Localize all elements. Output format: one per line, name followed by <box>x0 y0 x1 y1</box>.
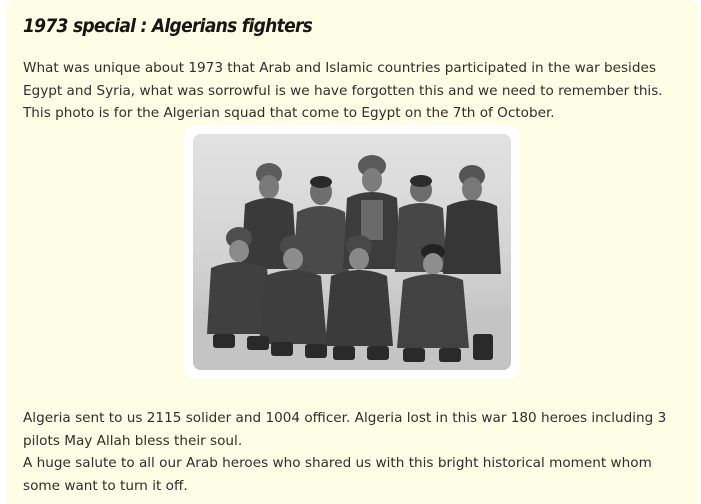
blog-post <box>6 0 698 504</box>
paragraph-line: What was unique about 1973 that Arab and Islamic countries participated in the war besides <box>23 60 656 76</box>
paragraph-line: Algeria sent to us 2115 solider and 1004 officer. Algeria lost in this war 180 heroes including 3 <box>23 410 667 426</box>
paragraph-line: A huge salute to all our Arab heroes who shared us with this bright historical moment whom <box>23 455 652 471</box>
post-title: 1973 special : Algerians fighters <box>23 15 313 37</box>
paragraph-line: some want to turn it off. <box>23 477 188 494</box>
paragraph-line: Egypt and Syria, what was sorrowful is we have forgotten this and we need to remember this. <box>23 82 663 99</box>
photo-frame <box>184 125 520 379</box>
salute-paragraph <box>23 452 683 497</box>
algerian-pilots-photo[interactable] <box>193 134 511 370</box>
intro-paragraph <box>23 57 683 125</box>
paragraph-line: pilots May Allah bless their soul. <box>23 432 243 449</box>
paragraph-line: This photo is for the Algerian squad that come to Egypt on the 7th of October. <box>23 105 555 121</box>
photo-illustration <box>193 134 511 370</box>
casualties-paragraph <box>23 407 683 452</box>
